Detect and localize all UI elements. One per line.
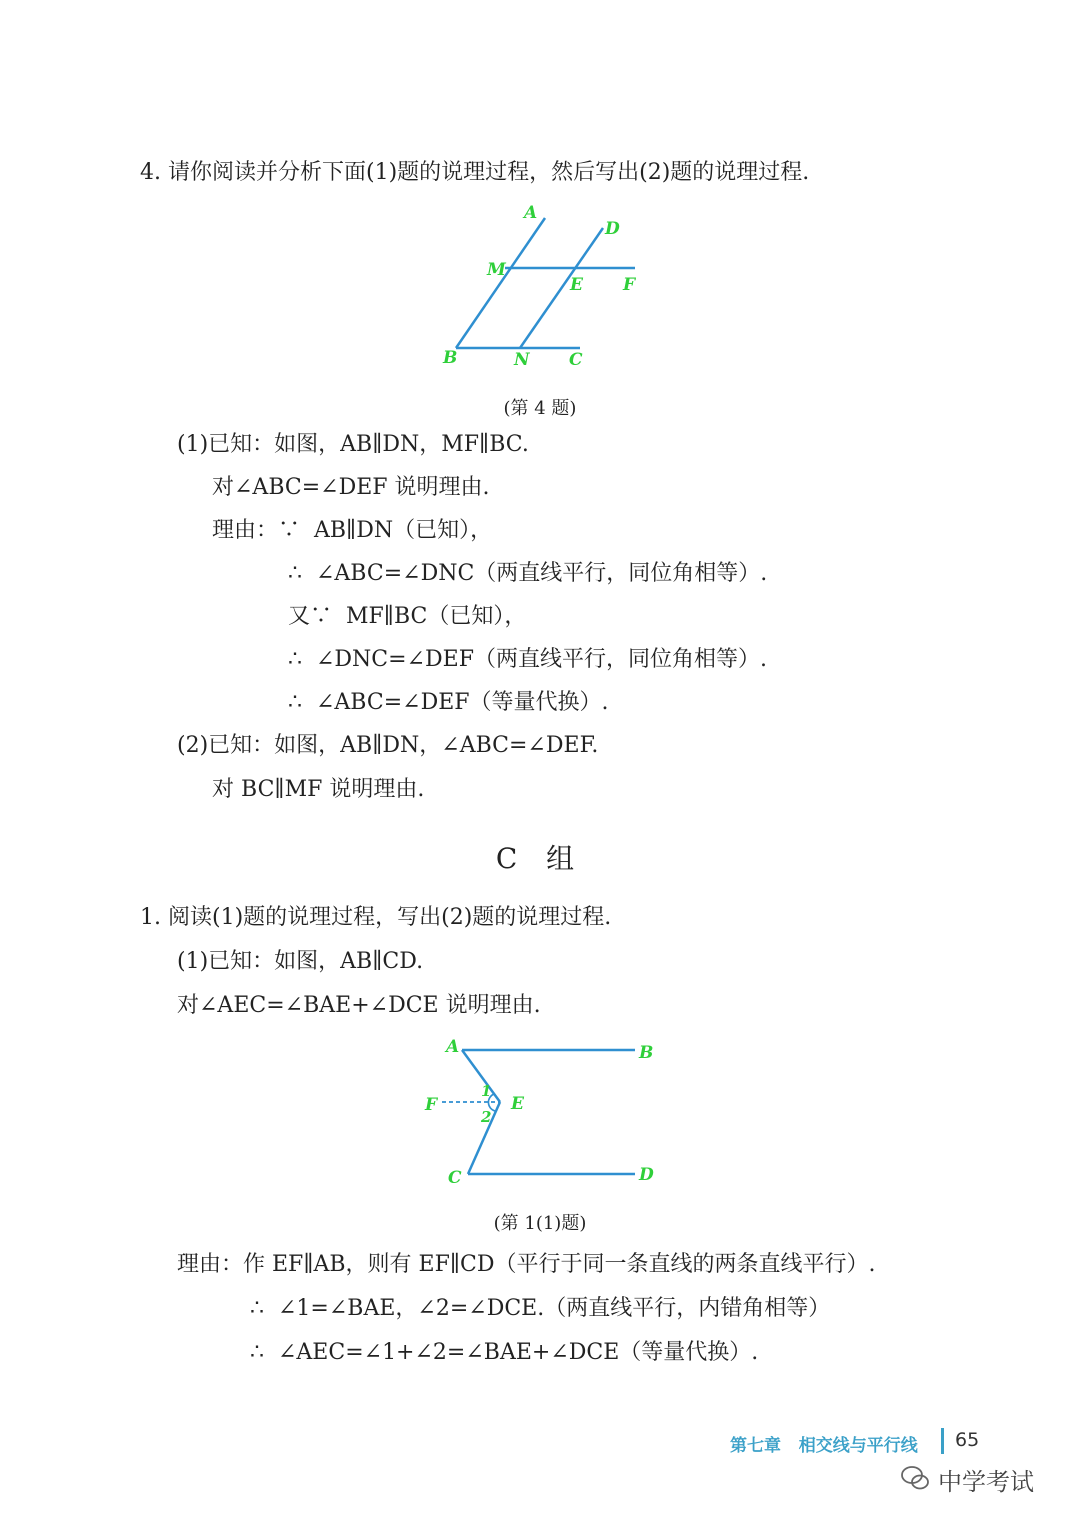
label-d: D <box>639 1165 654 1185</box>
label-a: A <box>524 203 538 223</box>
label-c: C <box>448 1168 462 1188</box>
p4-line-6: ∴ ∠DNC=∠DEF（两直线平行，同位角相等）. <box>288 647 767 672</box>
c1-line-1: (1)已知：如图，AB∥CD. <box>177 949 424 974</box>
figure-c1-caption: (第 1(1)题) <box>493 1213 587 1234</box>
watermark-text: 中学考试 <box>938 1468 1034 1496</box>
problem-4-statement: 4. 请你阅读并分析下面(1)题的说理过程，然后写出(2)题的说理过程. <box>140 160 810 185</box>
p4-line-9: 对 BC∥MF 说明理由. <box>212 777 425 802</box>
chapter-title: 第七章 相交线与平行线 <box>730 1436 918 1456</box>
label-m: M <box>487 260 506 280</box>
p4-line-7: ∴ ∠ABC=∠DEF（等量代换）. <box>288 690 609 715</box>
label-d: D <box>605 219 620 239</box>
angle-e-figure <box>410 1030 680 1195</box>
label-b: B <box>639 1043 654 1063</box>
p4-line-1: (1)已知：如图，AB∥DN，MF∥BC. <box>177 432 529 457</box>
footer-divider <box>941 1428 944 1454</box>
label-n: N <box>514 350 530 370</box>
c1-line-2: 对∠AEC=∠BAE+∠DCE 说明理由. <box>177 993 541 1018</box>
parallelogram-figure <box>420 195 680 380</box>
page-number: 65 <box>955 1429 980 1451</box>
p4-line-5: 又∵ MF∥BC（已知）， <box>288 604 527 629</box>
c1-reason-1: 理由：作 EF∥AB，则有 EF∥CD（平行于同一条直线的两条直线平行）. <box>177 1252 876 1277</box>
label-f: F <box>425 1095 438 1115</box>
p4-line-2: 对∠ABC=∠DEF 说明理由. <box>212 475 490 500</box>
label-c: C <box>569 350 583 370</box>
label-f: F <box>623 275 636 295</box>
label-e: E <box>570 275 583 295</box>
c1-reason-2: ∴ ∠1=∠BAE，∠2=∠DCE.（两直线平行，内错角相等） <box>250 1296 831 1321</box>
figure-4-caption: (第 4 题) <box>503 398 577 419</box>
c1-reason-3: ∴ ∠AEC=∠1+∠2=∠BAE+∠DCE（等量代换）. <box>250 1340 759 1365</box>
line-ab <box>456 218 545 348</box>
label-b: B <box>443 348 458 368</box>
label-angle-1: 1 <box>481 1082 492 1100</box>
wechat-icon <box>900 1464 930 1492</box>
p4-line-4: ∴ ∠ABC=∠DNC（两直线平行，同位角相等）. <box>288 561 768 586</box>
label-e: E <box>511 1094 524 1114</box>
c1-statement: 1. 阅读(1)题的说理过程，写出(2)题的说理过程. <box>140 905 612 930</box>
label-angle-2: 2 <box>481 1108 492 1126</box>
section-c-heading: C 组 <box>495 842 585 875</box>
p4-line-3: 理由：∵ AB∥DN（已知）， <box>212 518 493 543</box>
line-dn <box>520 228 603 348</box>
label-a: A <box>446 1037 460 1057</box>
p4-line-8: (2)已知：如图，AB∥DN，∠ABC=∠DEF. <box>177 733 599 758</box>
